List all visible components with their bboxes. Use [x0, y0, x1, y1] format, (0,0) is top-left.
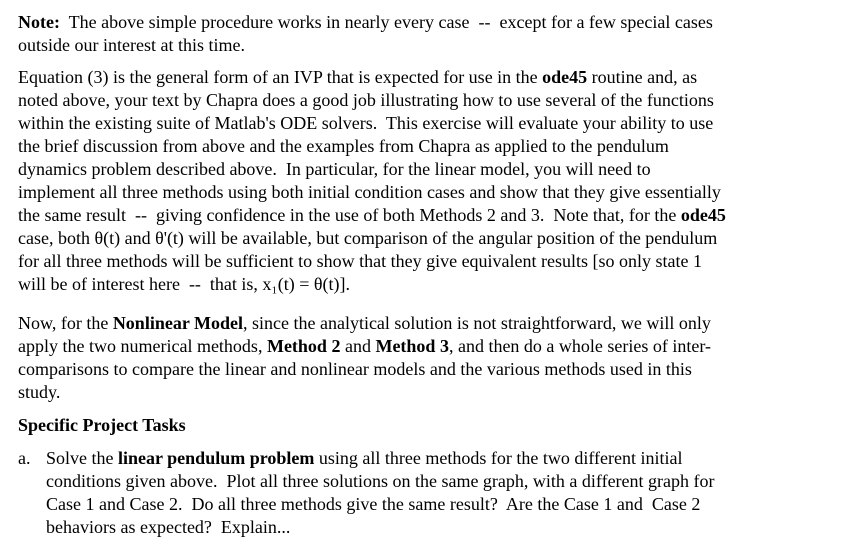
text-run: using all three methods for the two different initial — [314, 448, 683, 468]
text-line — [18, 381, 711, 404]
bold-text: Note: — [18, 12, 60, 32]
text-run: , since the analytical solution is not straightforward, we will only — [242, 313, 711, 333]
text-run: the brief discussion from above and the examples from Chapra as applied to the pendulum — [18, 136, 669, 156]
text-line — [18, 273, 726, 296]
bold-text: Specific Project Tasks — [18, 415, 186, 435]
note-paragraph — [18, 11, 713, 57]
text-line — [18, 158, 726, 181]
text-run: , and then do a whole series of inter- — [448, 336, 712, 356]
text-run: Solve the — [46, 448, 118, 468]
text-run: implement all three methods using both initial condition cases and show that they give essentially — [18, 182, 721, 202]
text-line — [46, 447, 715, 470]
text-run: within the existing suite of Matlab's ODE solvers. This exercise will evaluate your ability to use — [18, 113, 714, 133]
text-run: outside our interest at this time. — [18, 35, 245, 55]
text-line — [18, 135, 726, 158]
text-line — [18, 414, 186, 437]
text-run: Case 1 and Case 2. Do all three methods give the same result? Are the Case 1 and Case 2 — [46, 494, 701, 514]
text-run: for all three methods will be sufficient to show that they give equivalent results [so only state 1 — [18, 251, 703, 271]
text-run: conditions given above. Plot all three solutions on the same graph, with a different graph for — [46, 471, 715, 491]
bold-text: Nonlinear Model — [112, 313, 243, 333]
text-run: case, both θ(t) and θ'(t) will be available, but comparison of the angular position of the pendulum — [18, 228, 718, 248]
text-run: behaviors as expected? Explain... — [46, 517, 291, 537]
text-run: noted above, your text by Chapra does a good job illustrating how to use several of the functions — [18, 90, 714, 110]
text-run: the same result -- giving confidence in the use of both Methods 2 and 3. Note that, for the — [18, 205, 681, 225]
nonlinear-model-paragraph — [18, 312, 711, 404]
text-run: The above simple procedure works in nearly every case -- except for a few special cases — [59, 12, 713, 32]
text-run: dynamics problem described above. In particular, for the linear model, you will need to — [18, 159, 651, 179]
text-line — [18, 204, 726, 227]
bold-text: linear pendulum problem — [118, 448, 315, 468]
text-line — [46, 516, 715, 539]
text-line — [18, 358, 711, 381]
text-line — [18, 250, 726, 273]
text-line — [18, 227, 726, 250]
text-line — [18, 34, 713, 57]
text-run: Equation (3) is the general form of an IVP that is expected for use in the — [18, 67, 543, 87]
text-line — [18, 181, 726, 204]
text-run: apply the two numerical methods, — [18, 336, 267, 356]
text-run: study. — [18, 382, 61, 402]
text-run: Now, for the — [18, 313, 113, 333]
text-run: routine and, as — [587, 67, 698, 87]
text-line — [18, 312, 711, 335]
bold-text: ode45 — [680, 205, 726, 225]
text-line — [18, 335, 711, 358]
bold-text: Method 2 — [266, 336, 341, 356]
text-run: comparisons to compare the linear and nonlinear models and the various methods used in this — [18, 359, 692, 379]
specific-project-tasks-heading — [18, 414, 186, 437]
bold-text: ode45 — [542, 67, 588, 87]
list-marker: a. — [18, 448, 31, 468]
bold-text: Method 3 — [375, 336, 449, 356]
text-line — [18, 11, 713, 34]
task-a-item — [18, 447, 715, 539]
text-run: will be of interest here -- that is, x₁(t) = θ(t)]. — [18, 274, 350, 294]
equation-3-paragraph — [18, 66, 726, 296]
text-line — [46, 493, 715, 516]
text-line — [46, 470, 715, 493]
text-run: and — [340, 336, 376, 356]
text-line — [18, 112, 726, 135]
text-line — [18, 89, 726, 112]
text-line — [18, 66, 726, 89]
